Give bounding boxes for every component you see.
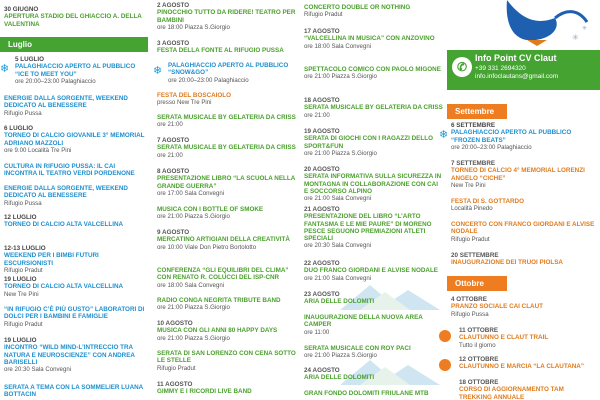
event-item (157, 267, 298, 289)
event-item (157, 168, 298, 197)
event-item (304, 66, 443, 81)
event-title: SERATA MUSICALE BY GELATERIA DA CRISS (304, 104, 443, 112)
event-date: 19 LUGLIO (4, 276, 37, 283)
event-date: 20 SETTEMBRE (451, 252, 499, 259)
event-detail: ore 21:00 (157, 121, 183, 129)
event-detail: ore 21:00 Sala Convegni (304, 195, 372, 203)
event-detail: ore 20:30 Sala Convegni (304, 242, 372, 250)
event-item (304, 367, 443, 382)
event-item (459, 327, 598, 349)
event-item (15, 56, 148, 85)
event-title: RADIO CONGA NEGRITA TRIBUTE BAND (157, 297, 281, 304)
event-date: 17 AGOSTO (304, 28, 340, 35)
event-date: 8 AGOSTO (157, 168, 190, 175)
event-title: PALAGHIACCIO APERTO AL PUBBLICO “FROZEN BEATS” (451, 129, 572, 144)
event-title: “IN RIFUGIO C’È PIÙ GUSTO” LABORATORI DI DOLCI PER I BAMBINI E FAMIGLIE (4, 306, 145, 321)
event-detail: ore 17:00 Sala Convegni (157, 189, 225, 197)
event-title: SERATA MUSICALE BY GELATERIA DA CRISS (157, 114, 296, 121)
event-date: 30 GIUGNO (4, 6, 39, 13)
event-detail: ore 21:00 Piazza S.Giorgio (157, 213, 230, 221)
column-autumn (439, 0, 600, 400)
event-detail: Tutto il giorno (459, 341, 496, 349)
event-date: 7 AGOSTO (157, 137, 190, 144)
event-date: 5 LUGLIO (15, 56, 45, 63)
event-title: PRESENTAZIONE LIBRO “LA SCUOLA NELLA GRANDE GUERRA” (157, 175, 296, 190)
event-date: 9 AGOSTO (157, 229, 190, 236)
event-date: 18 AGOSTO (304, 97, 340, 104)
event-item (157, 40, 298, 55)
event-item (304, 390, 443, 397)
event-title: TORNEO DI CALCIO 4° MEMORIAL LORENZI ANGELO “CICHE” (451, 167, 585, 182)
event-item (451, 122, 598, 151)
event-detail: New Tre Pini (451, 181, 486, 189)
event-title: GRAN FONDO DOLOMITI FRIULANE MTB (304, 390, 429, 397)
event-item (304, 97, 443, 119)
event-date: 23 AGOSTO (304, 291, 340, 298)
event-detail: Rifugio Pradut (4, 266, 43, 274)
event-detail: ore 9.00 Località Tre Pini (4, 146, 72, 154)
svg-text:✳: ✳ (572, 33, 579, 42)
event-item (4, 95, 148, 117)
event-item (304, 166, 443, 202)
event-date: 19 AGOSTO (304, 128, 340, 135)
month-header-september: Settembre (447, 104, 507, 119)
event-title: CLAUTUNNO E CLAUT TRAIL (459, 334, 549, 342)
event-detail: ore 21:00 Piazza S.Giorgio (157, 304, 230, 312)
event-date: 12 OTTOBRE (459, 356, 499, 363)
event-date: 12-13 LUGLIO (4, 245, 46, 252)
event-item (157, 320, 298, 342)
event-date: 24 AGOSTO (304, 367, 340, 374)
event-detail: ore 10:00 Viale Don Pietro Bortolotto (157, 243, 257, 251)
event-item (4, 185, 148, 207)
event-date: 11 OTTOBRE (459, 327, 499, 334)
event-title: INAUGURAZIONE DEI TRUOI PIOLSA (451, 259, 563, 267)
event-title: WEEKEND PER I BIMBI FUTURI ESCURSIONISTI (4, 252, 99, 267)
event-detail: Rifugio Pradut (304, 11, 343, 19)
event-title: PALAGHIACCIO APERTO AL PUBBLICO “SNOW&GO” (168, 62, 289, 77)
event-date: 11 AGOSTO (157, 381, 193, 388)
event-item (304, 314, 443, 336)
event-date: 18 OTTOBRE (459, 379, 499, 386)
info-title: Info Point CV Claut (475, 53, 557, 63)
event-detail: ore 20:00–23:00 Palaghiaccio (451, 143, 532, 151)
event-item (451, 160, 598, 189)
event-item (304, 260, 443, 282)
event-date: 2 AGOSTO (157, 2, 190, 9)
event-item (304, 291, 443, 306)
event-item (304, 28, 443, 50)
event-item (168, 62, 298, 84)
event-title: ARIA DELLE DOLOMITI (304, 298, 375, 306)
event-detail: ore 18:00 Sala Convegni (157, 281, 225, 289)
snowflake-icon: ❄ (439, 129, 449, 141)
event-item (157, 2, 298, 31)
event-item (451, 252, 598, 267)
snowflake-icon: ❄ (153, 65, 163, 77)
event-title: SERATA A TEMA CON LA SOMMELIER LUANA BOTTACIN (4, 384, 143, 399)
event-detail: Rifugio Pradut (4, 320, 43, 328)
event-detail: ore 20:30 Sala Convegni (4, 366, 72, 374)
event-title: ARIA DELLE DOLOMITI (304, 374, 375, 382)
whatsapp-icon: ✆ (452, 57, 472, 77)
event-item (4, 337, 148, 373)
event-title: GIMMY E I RICORDI LIVE BAND (157, 388, 252, 396)
event-title: CONFERENZA “GLI EQUILIBRI DEL CLIMA” CON RENATO R. COLUCCI DEL ISP-CNR (157, 267, 289, 282)
event-item (4, 306, 148, 328)
event-date: 3 AGOSTO (157, 40, 190, 47)
event-item (157, 297, 298, 312)
event-title: CONCERTO CON FRANCO GIORDANI E ALVISE NODALE (451, 221, 595, 236)
event-detail: Rifugio Pussa (4, 109, 42, 117)
event-detail: ore 21:00 (157, 151, 183, 159)
event-detail: ore 21:00 Piazza S.Giorgio (304, 73, 377, 81)
month-header-july: Luglio (0, 37, 148, 52)
event-item (451, 198, 598, 213)
event-date: 6 LUGLIO (4, 125, 34, 132)
event-title: APERTURA STADIO DEL GHIACCIO A. DELLA VALENTINA (4, 13, 142, 28)
event-item (4, 276, 148, 298)
event-title: MUSICA CON I BOTTLE OF SMOKE (157, 206, 264, 213)
event-date: 6 SETTEMBRE (451, 122, 496, 129)
event-item (4, 163, 148, 178)
event-item (157, 114, 298, 129)
event-detail: Rifugio Pussa (4, 199, 42, 207)
event-detail: Rifugio Pradut (157, 364, 196, 372)
event-detail: ore 21:00 Piazza S.Giorgio (304, 149, 377, 157)
event-date: 19 LUGLIO (4, 337, 37, 344)
event-item (157, 206, 298, 221)
event-title: ENERGIE DALLA SORGENTE, WEEKEND DEDICATO AL BENESSERE (4, 95, 128, 110)
event-title: FESTA DEL BOSCAIOLO (157, 92, 232, 99)
column-july (0, 0, 150, 400)
svg-text:✳: ✳ (582, 26, 588, 32)
event-title: SERATA INFORMATIVA SULLA SICUREZZA IN MONTAGNA IN COLLABORAZIONE CON CAI E SOCCORSO ALPINO (304, 173, 442, 195)
event-detail: presso New Tre Pini (157, 99, 212, 107)
event-item (451, 221, 598, 243)
event-title: SERATA MUSICALE CON ROY PACI (304, 345, 411, 352)
event-detail: ore 21:00 Piazza S.Giorgio (304, 352, 377, 360)
event-item (4, 384, 148, 399)
snowflake-icon: ❄ (0, 63, 10, 75)
event-title: TORNEO DI CALCIO GIOVANILE 3° MEMORIAL ADRIANO MAZZOLI (4, 132, 145, 147)
event-detail: ore 11:00 (304, 328, 330, 336)
event-item (459, 379, 598, 400)
event-title: CORSO DI AGGIORNAMENTO TAM TREKKING ANNUALE (459, 386, 564, 400)
column-august-2 (300, 0, 445, 400)
info-email[interactable]: info.infoclautans@gmail.com (475, 73, 559, 80)
event-date: 12 LUGLIO (4, 214, 37, 221)
event-date: 10 AGOSTO (157, 320, 193, 327)
event-title: CONCERTO DOUBLE OR NOTHING (304, 4, 411, 11)
event-item (4, 214, 148, 229)
event-title: TORNEO DI CALCIO ALTA VALCELLINA (4, 221, 124, 229)
event-detail: ore 20:00–23:00 Palaghiaccio (15, 77, 96, 85)
event-title: PALAGHIACCIO APERTO AL PUBBLICO “ICE TO MEET YOU” (15, 63, 136, 78)
event-detail: Rifugio Pradut (451, 235, 490, 243)
event-title: FESTA DI S. GOTTARDO (451, 198, 524, 205)
event-item (4, 125, 148, 154)
event-item (157, 350, 298, 372)
event-item (459, 356, 598, 371)
event-item (4, 6, 148, 28)
event-date: 4 OTTOBRE (451, 296, 487, 303)
event-title: FESTA DELLA FONTE AL RIFUGIO PUSSA (157, 47, 284, 55)
event-title: INCONTRO “WILD MIND-L’INTRECCIO TRA NATURA E NEUROSCIENZE” CON ANDREA BARISELLI (4, 344, 135, 366)
event-detail: ore 21:00 Sala Convegni (304, 274, 372, 282)
event-title: SERATA MUSICALE BY GELATERIA DA CRISS (157, 144, 296, 152)
event-title: SPETTACOLO COMICO CON PAOLO MIGONE (304, 66, 441, 73)
event-title: SERATA DI SAN LORENZO CON CENA SOTTO LE STELLE (157, 350, 296, 365)
event-title: PRANZO SOCIALE CAI CLAUT (451, 303, 544, 311)
event-detail: ore 21:00 Piazza S.Giorgio (157, 334, 230, 342)
event-title: TORNEO DI CALCIO ALTA VALCELLINA (4, 283, 124, 291)
mascot-illustration (467, 0, 597, 46)
event-title: PRESENTAZIONE DEL LIBRO “L’ARTO FANTASMA E LE MIE PAURE” DI MORENO PESCE SEGUONO PREMIAZIONI ATLETI SPECIALI (304, 213, 432, 243)
leaf-icon (439, 359, 451, 371)
event-detail: Località Pinedo (451, 205, 493, 213)
info-point-box (447, 50, 600, 90)
event-title: MUSICA CON GLI ANNI 80 HAPPY DAYS (157, 327, 278, 335)
event-detail: ore 18:00 Piazza S.Giorgio (157, 23, 230, 31)
event-item (4, 245, 148, 274)
event-title: “VALCELLINA IN MUSICA” CON ANZOVINO (304, 35, 435, 43)
event-title: CLAUTUNNO E MARCIA “LA CLAUTANA” (459, 363, 584, 371)
leaf-icon (439, 330, 451, 342)
event-detail: ore 21:00 (304, 111, 330, 119)
event-detail: Rifugio Pussa (451, 310, 489, 318)
event-detail: ore 18:00 Sala Convegni (304, 42, 372, 50)
event-item (304, 4, 443, 19)
event-date: 7 SETTEMBRE (451, 160, 496, 167)
event-title: CULTURA IN RIFUGIO PUSSA: IL CAI INCONTRA IL TEATRO VERDI PORDENONE (4, 163, 135, 178)
event-item (304, 128, 443, 157)
event-title: PINOCCHIO TUTTO DA RIDERE! TEATRO PER BAMBINI (157, 9, 296, 24)
event-item (157, 92, 298, 107)
event-title: DUO FRANCO GIORDANI E ALVISE NODALE (304, 267, 438, 275)
event-item (157, 381, 298, 396)
month-header-october: Ottobre (447, 276, 507, 291)
event-date: 20 AGOSTO (304, 166, 340, 173)
event-title: INAUGURAZIONE DELLA NUOVA AREA CAMPER (304, 314, 423, 329)
event-detail: New Tre Pini (4, 290, 39, 298)
event-item (451, 296, 598, 318)
event-detail: ore 20:00–23:00 Palaghiaccio (168, 76, 249, 84)
event-date: 22 AGOSTO (304, 260, 340, 267)
event-item (157, 137, 298, 159)
event-item (157, 229, 298, 251)
event-item (304, 206, 443, 250)
column-august-1 (153, 0, 300, 400)
info-phone[interactable]: +39 331 2694320 (475, 65, 526, 72)
event-title: SERATA DI GIOCHI CON I RAGAZZI DELLO SPORT&FUN (304, 135, 433, 150)
event-title: ENERGIE DALLA SORGENTE, WEEKEND DEDICATO AL BENESSERE (4, 185, 128, 200)
event-title: MERCATINO ARTIGIANI DELLA CREATIVITÀ (157, 236, 290, 244)
event-date: 21 AGOSTO (304, 206, 340, 213)
